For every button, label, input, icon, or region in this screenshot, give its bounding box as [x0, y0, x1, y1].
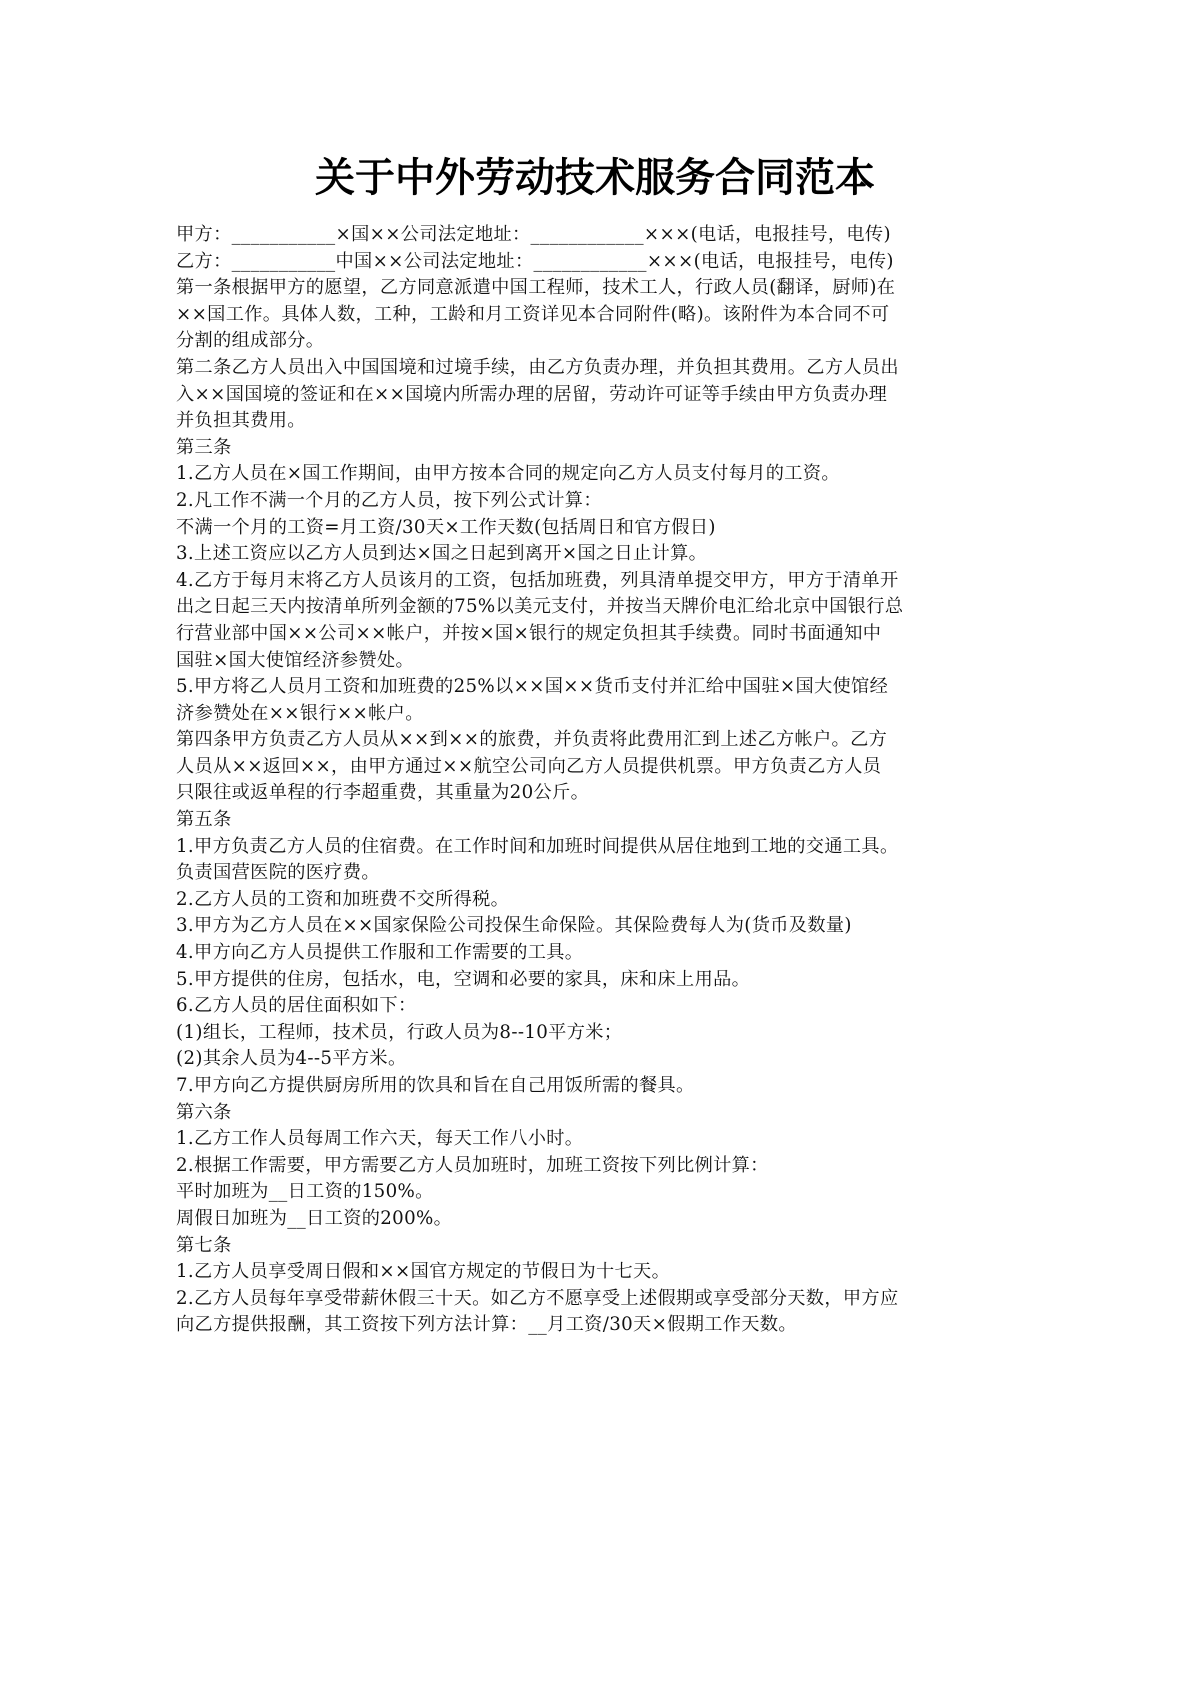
document-body [176, 222, 1018, 1339]
article-2-line-3: 并负担其费用。 [176, 410, 306, 432]
document-title: 关于中外劳动技术服务合同范本 [315, 155, 875, 201]
article-3-item-4-line-2: 出之日起三天内按清单所列金额的75%以美元支付，并按当天牌价电汇给北京中国银行总 [176, 596, 904, 618]
article-5-item-4: 4.甲方向乙方人员提供工作服和工作需要的工具。 [176, 942, 584, 964]
article-5-item-5: 5.甲方提供的住房，包括水，电，空调和必要的家具，床和床上用品。 [176, 968, 751, 990]
article-1-line-1: 第一条根据甲方的愿望，乙方同意派遣中国工程师，技术工人，行政人员(翻译，厨师)在 [176, 277, 896, 299]
article-3-item-5-line-2: 济参赞处在××银行××帐户。 [176, 702, 424, 724]
article-3-item-4-line-3: 行营业部中国××公司××帐户，并按×国×银行的规定负担其手续费。同时书面通知中 [176, 622, 882, 644]
article-5-item-7: 7.甲方向乙方提供厨房所用的饮具和旨在自己用饭所需的餐具。 [176, 1075, 695, 1096]
article-5-item-6: 6.乙方人员的居住面积如下： [176, 995, 417, 1017]
article-4-line-3: 只限往或返单程的行李超重费，其重量为20公斤。 [176, 782, 590, 804]
article-7-heading: 第七条 [176, 1234, 232, 1256]
article-5-item-3: 3.甲方为乙方人员在××国家保险公司投保生命保险。其保险费每人为(货币及数量) [176, 915, 852, 937]
article-3-item-5-line-1: 5.甲方将乙人员月工资和加班费的25%以××国××货币支付并汇给中国驻×国大使馆经 [176, 676, 889, 698]
article-7-item-2-line-1: 2.乙方人员每年享受带薪休假三十天。如乙方不愿享受上述假期或享受部分天数，甲方应 [176, 1287, 899, 1309]
party-b-line: 乙方：___________中国××公司法定地址：____________×××(电话，电报挂号，电传) [176, 250, 894, 272]
article-3-heading: 第三条 [176, 436, 232, 458]
article-7-item-1: 1.乙方人员享受周日假和××国官方规定的节假日为十七天。 [176, 1261, 671, 1283]
article-6-item-2: 2.根据工作需要，甲方需要乙方人员加班时，加班工资按下列比例计算： [176, 1154, 769, 1176]
article-3-item-3: 3.上述工资应以乙方人员到达×国之日起到离开×国之日止计算。 [176, 543, 708, 565]
article-5-item-2: 2.乙方人员的工资和加班费不交所得税。 [176, 888, 510, 910]
article-1-line-3: 分割的组成部分。 [176, 330, 325, 352]
article-4-line-1: 第四条甲方负责乙方人员从××到××的旅费，并负责将此费用汇到上述乙方帐户。乙方 [176, 729, 888, 751]
article-3-formula: 不满一个月的工资=月工资/30天×工作天数(包括周日和官方假日) [176, 516, 716, 538]
article-5-item-6-sub-1: (1)组长，工程师，技术员，行政人员为8--10平方米； [176, 1021, 623, 1043]
article-5-heading: 第五条 [176, 809, 232, 831]
article-4-line-2: 人员从××返回××，由甲方通过××航空公司向乙方人员提供机票。甲方负责乙方人员 [176, 755, 882, 777]
article-5-item-1-line-2: 负责国营医院的医疗费。 [176, 862, 380, 884]
article-5-item-6-sub-2: (2)其余人员为4--5平方米。 [176, 1048, 407, 1070]
article-2-line-1: 第二条乙方人员出入中国国境和过境手续，由乙方负责办理，并负担其费用。乙方人员出 [176, 356, 899, 378]
article-2-line-2: 入××国国境的签证和在××国境内所需办理的居留，劳动许可证等手续由甲方负责办理 [176, 383, 888, 405]
article-3-item-2: 2.凡工作不满一个月的乙方人员，按下列公式计算： [176, 489, 602, 511]
article-3-item-4-line-1: 4.乙方于每月末将乙方人员该月的工资，包括加班费，列具清单提交甲方，甲方于清单开 [176, 569, 899, 591]
article-5-item-1-line-1: 1.甲方负责乙方人员的住宿费。在工作时间和加班时间提供从居住地到工地的交通工具。 [176, 835, 899, 857]
article-6-overtime-weekday: 平时加班为__日工资的150%。 [176, 1181, 434, 1203]
party-a-line: 甲方：___________×国××公司法定地址：____________×××(电话，电报挂号，电传) [176, 224, 891, 245]
article-1-line-2: ××国工作。具体人数，工种，工龄和月工资详见本合同附件(略)。该附件为本合同不可 [176, 303, 890, 325]
article-6-overtime-holiday: 周假日加班为__日工资的200%。 [176, 1207, 453, 1229]
article-7-item-2-line-2: 向乙方提供报酬，其工资按下列方法计算：__月工资/30天×假期工作天数。 [176, 1314, 797, 1336]
article-3-item-4-line-4: 国驻×国大使馆经济参赞处。 [176, 649, 415, 671]
article-6-heading: 第六条 [176, 1101, 232, 1123]
article-6-item-1: 1.乙方工作人员每周工作六天，每天工作八小时。 [176, 1128, 584, 1150]
article-3-item-1: 1.乙方人员在×国工作期间，由甲方按本合同的规定向乙方人员支付每月的工资。 [176, 463, 840, 485]
